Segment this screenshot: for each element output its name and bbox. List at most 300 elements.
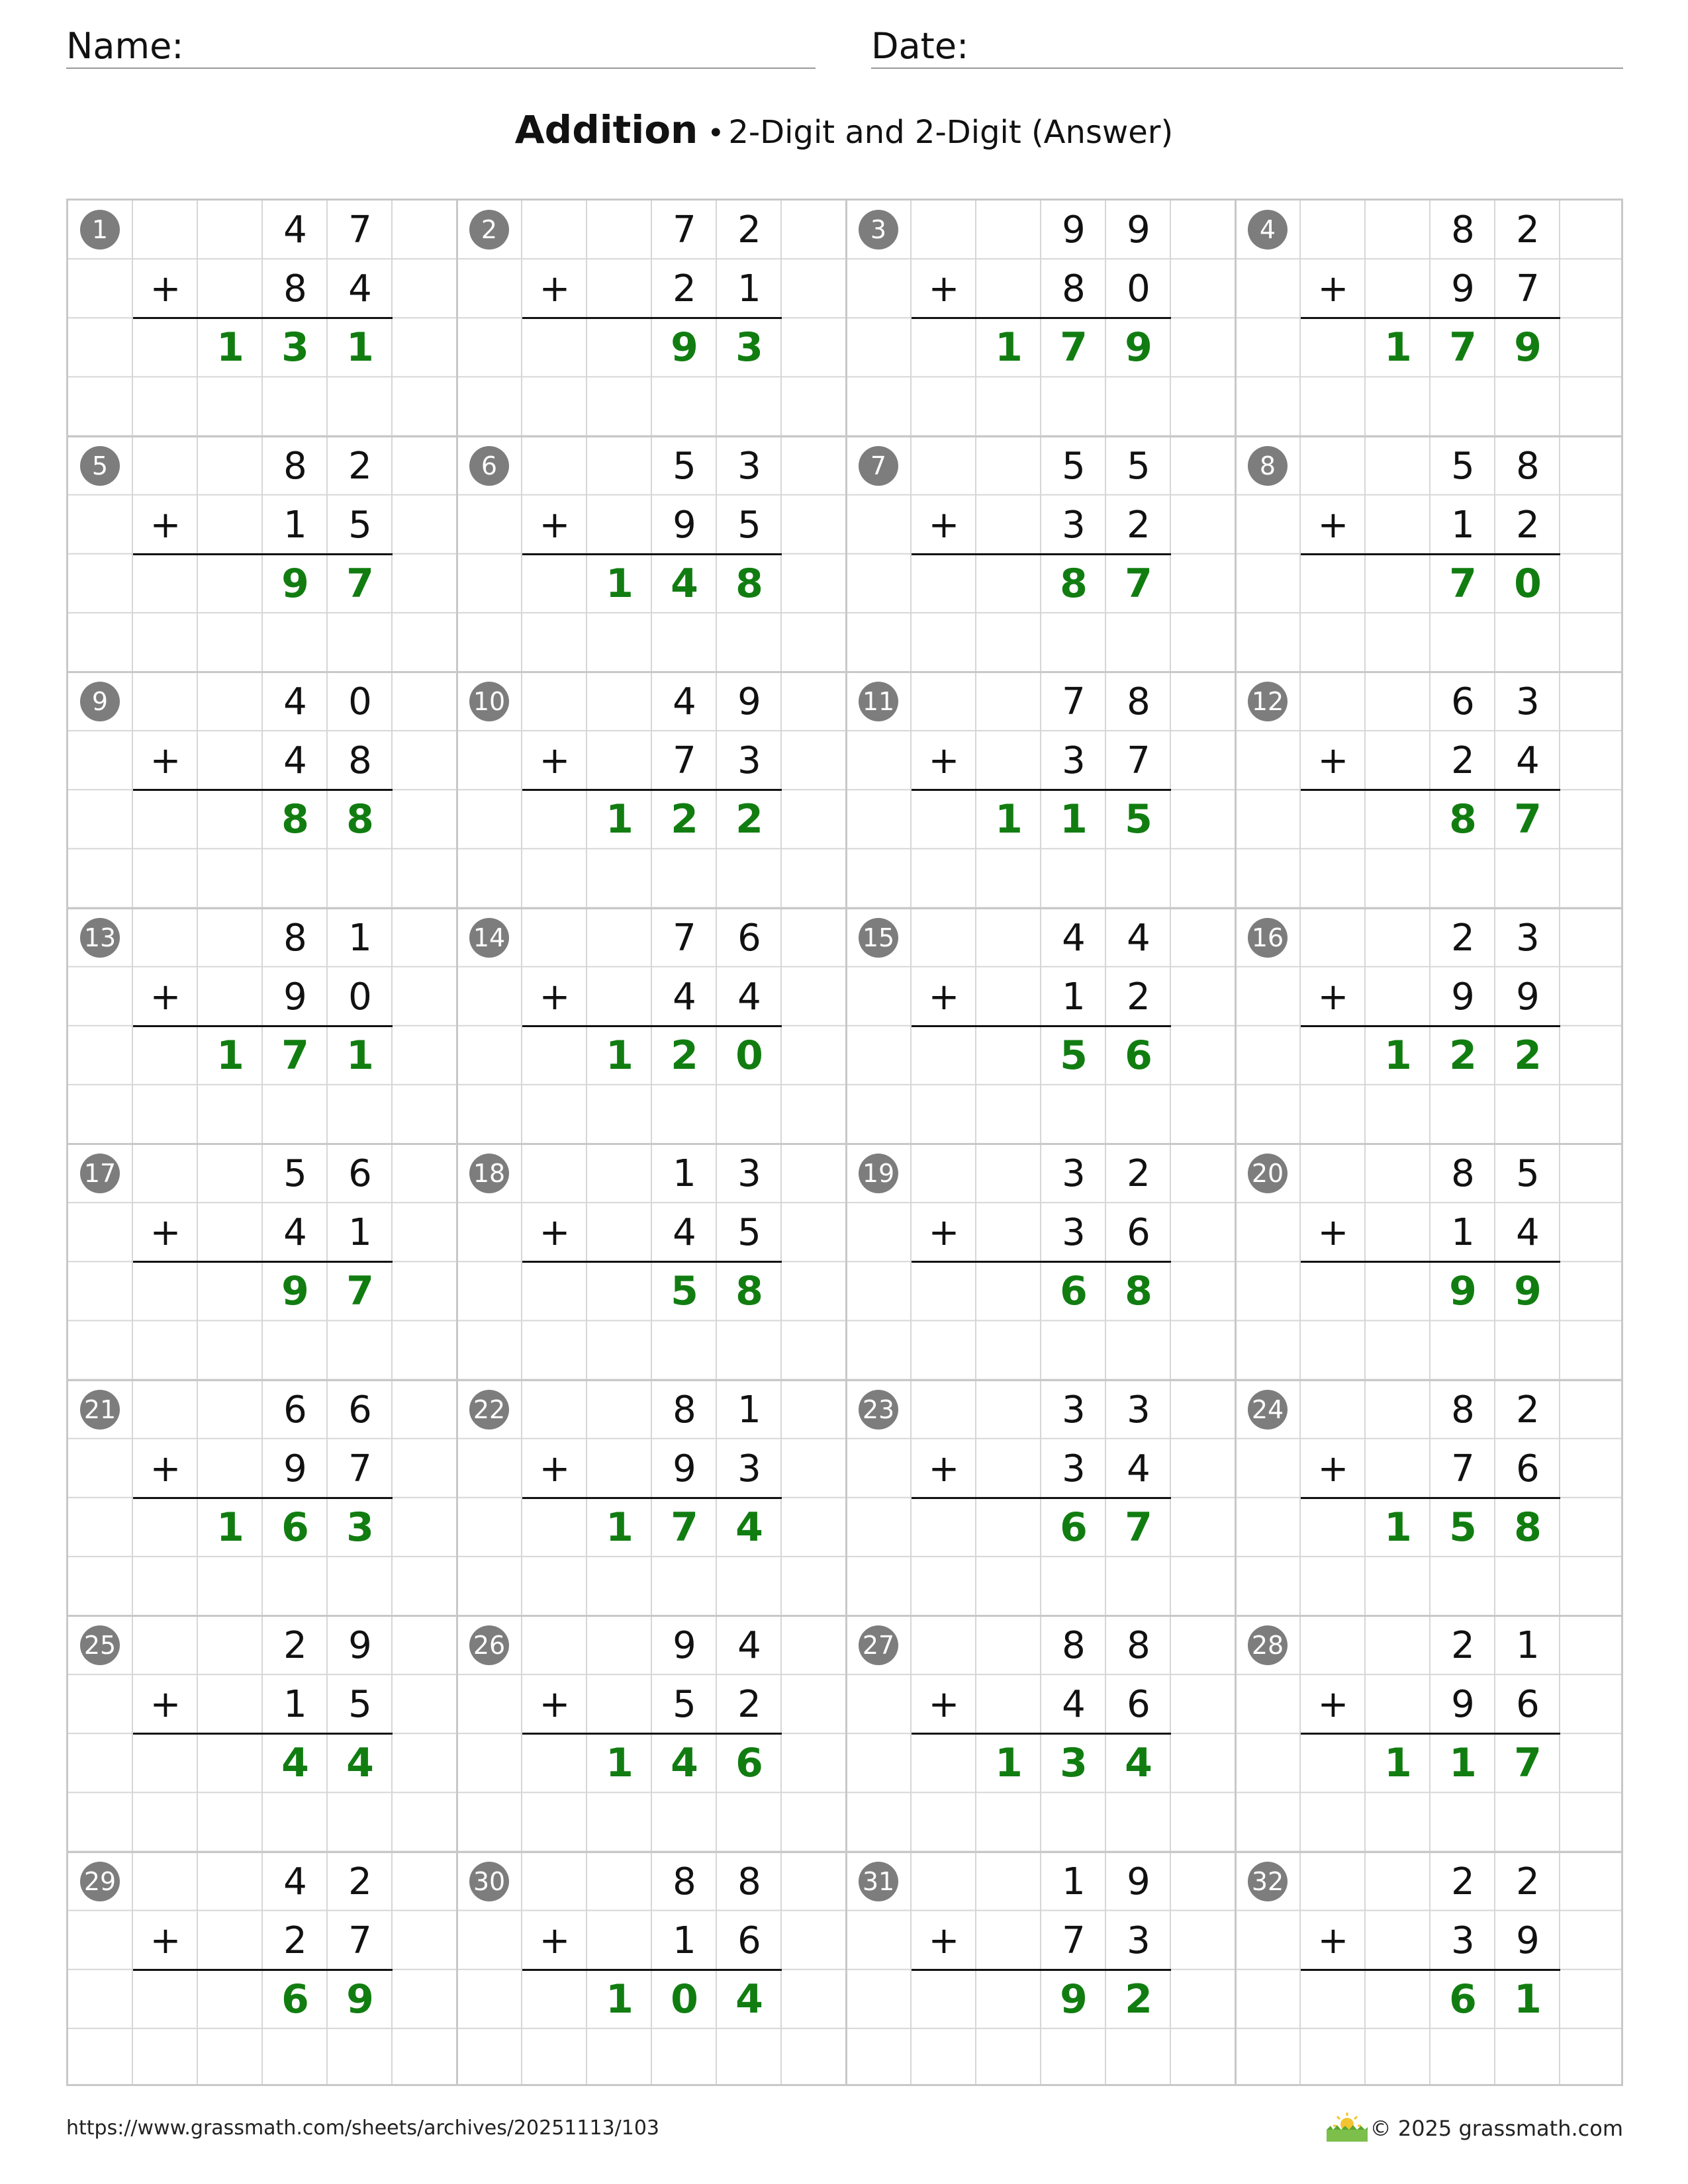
addend-1-digit: 2 xyxy=(283,1624,307,1667)
addend-2-digit: 6 xyxy=(1516,1683,1540,1727)
addend-2-digit: 1 xyxy=(348,1211,372,1255)
addend-2-digit: 0 xyxy=(348,975,372,1019)
answer-digit: 1 xyxy=(606,1504,633,1551)
answer-digit: 5 xyxy=(1449,1504,1477,1551)
plus-sign: + xyxy=(539,503,571,547)
problem-5 xyxy=(68,437,457,673)
answer-digit: 6 xyxy=(281,1504,309,1551)
addend-2-digit: 6 xyxy=(1127,1683,1150,1727)
problem-number-badge: 10 xyxy=(469,682,509,721)
problem-grid xyxy=(66,199,1623,2086)
title-subtitle: 2-Digit and 2-Digit (Answer) xyxy=(728,114,1174,151)
addend-1-digit: 4 xyxy=(283,208,307,251)
addend-1-digit: 3 xyxy=(1062,1388,1086,1432)
addend-1-digit: 2 xyxy=(1127,1152,1150,1195)
addend-1-digit: 2 xyxy=(1516,1860,1540,1903)
problem-24 xyxy=(1236,1381,1625,1617)
addend-2-digit: 3 xyxy=(737,1447,761,1490)
answer-digit: 9 xyxy=(671,324,698,371)
plus-sign: + xyxy=(150,1447,181,1490)
addend-2-digit: 9 xyxy=(673,1447,696,1490)
answer-digit: 7 xyxy=(1514,796,1542,843)
addend-1-digit: 1 xyxy=(348,916,372,960)
plus-sign: + xyxy=(1317,503,1349,547)
addend-1-digit: 9 xyxy=(673,1624,696,1667)
addend-2-digit: 9 xyxy=(1451,267,1475,311)
addend-1-digit: 9 xyxy=(1127,208,1150,251)
addend-1-digit: 2 xyxy=(737,208,761,251)
plus-sign: + xyxy=(539,739,571,783)
answer-digit: 1 xyxy=(606,560,633,607)
answer-digit: 6 xyxy=(281,1976,309,2023)
addend-2-digit: 2 xyxy=(1127,975,1150,1019)
addend-1-digit: 2 xyxy=(348,1860,372,1903)
title-main: Addition xyxy=(514,107,698,152)
plus-sign: + xyxy=(928,1211,960,1255)
problem-18 xyxy=(457,1144,847,1381)
answer-digit: 4 xyxy=(671,1740,698,1787)
answer-digit: 1 xyxy=(995,324,1023,371)
problem-number-badge: 31 xyxy=(859,1862,898,1901)
answer-digit: 1 xyxy=(216,324,244,371)
footer-url: https://www.grassmath.com/sheets/archives/20251113/103 xyxy=(66,2116,660,2140)
problem-28 xyxy=(1236,1616,1625,1852)
plus-sign: + xyxy=(150,739,181,783)
problem-number-badge: 4 xyxy=(1248,210,1288,250)
addend-1-digit: 9 xyxy=(1062,208,1086,251)
problem-number-badge: 27 xyxy=(859,1625,898,1665)
problem-number-badge: 18 xyxy=(469,1154,509,1193)
addend-1-digit: 1 xyxy=(737,1388,761,1432)
answer-digit: 2 xyxy=(1514,1032,1542,1079)
answer-digit: 8 xyxy=(735,560,763,607)
addend-2-digit: 4 xyxy=(1127,1447,1150,1490)
answer-digit: 8 xyxy=(281,796,309,843)
addend-2-digit: 7 xyxy=(1516,267,1540,311)
problem-11 xyxy=(847,672,1236,909)
problem-number-badge: 11 xyxy=(859,682,898,721)
plus-sign: + xyxy=(539,975,571,1019)
answer-digit: 1 xyxy=(995,796,1023,843)
plus-sign: + xyxy=(1317,267,1349,311)
plus-sign: + xyxy=(928,267,960,311)
addend-2-digit: 5 xyxy=(348,503,372,547)
addend-1-digit: 5 xyxy=(673,444,696,488)
plus-sign: + xyxy=(928,739,960,783)
addend-1-digit: 7 xyxy=(673,916,696,960)
answer-digit: 6 xyxy=(1060,1504,1088,1551)
plus-sign: + xyxy=(928,1683,960,1727)
addend-2-digit: 3 xyxy=(1062,503,1086,547)
problem-number-badge: 21 xyxy=(80,1390,120,1430)
addend-1-digit: 5 xyxy=(283,1152,307,1195)
addend-2-digit: 9 xyxy=(1451,975,1475,1019)
addend-1-digit: 8 xyxy=(1062,1624,1086,1667)
problem-19 xyxy=(847,1144,1236,1381)
addend-1-digit: 1 xyxy=(673,1152,696,1195)
answer-digit: 0 xyxy=(1514,560,1542,607)
answer-digit: 6 xyxy=(1449,1976,1477,2023)
answer-digit: 2 xyxy=(1449,1032,1477,1079)
addend-2-digit: 4 xyxy=(1516,739,1540,783)
date-label: Date: xyxy=(871,25,969,67)
problem-number-badge: 6 xyxy=(469,446,509,486)
addend-1-digit: 2 xyxy=(1516,1388,1540,1432)
problem-number-badge: 19 xyxy=(859,1154,898,1193)
problem-30 xyxy=(457,1852,847,2089)
problem-25 xyxy=(68,1616,457,1852)
addend-2-digit: 5 xyxy=(673,1683,696,1727)
addend-1-digit: 3 xyxy=(1516,680,1540,723)
answer-digit: 9 xyxy=(1514,1268,1542,1315)
problem-number-badge: 3 xyxy=(859,210,898,250)
answer-digit: 1 xyxy=(1514,1976,1542,2023)
problem-1 xyxy=(68,201,457,437)
plus-sign: + xyxy=(1317,1447,1349,1490)
addend-2-digit: 5 xyxy=(737,503,761,547)
worksheet-title xyxy=(0,106,1688,158)
addend-1-digit: 4 xyxy=(283,1860,307,1903)
problem-10 xyxy=(457,672,847,909)
problem-3 xyxy=(847,201,1236,437)
addend-1-digit: 6 xyxy=(283,1388,307,1432)
addend-1-digit: 7 xyxy=(348,208,372,251)
plus-sign: + xyxy=(539,1447,571,1490)
addend-2-digit: 7 xyxy=(348,1447,372,1490)
addend-2-digit: 8 xyxy=(1062,267,1086,311)
addend-2-digit: 1 xyxy=(283,503,307,547)
addend-2-digit: 5 xyxy=(348,1683,372,1727)
addend-1-digit: 8 xyxy=(1127,680,1150,723)
answer-digit: 6 xyxy=(1125,1032,1152,1079)
addend-1-digit: 5 xyxy=(1516,1152,1540,1195)
answer-digit: 1 xyxy=(1384,1740,1412,1787)
problem-7 xyxy=(847,437,1236,673)
answer-digit: 7 xyxy=(346,560,374,607)
answer-digit: 1 xyxy=(346,324,374,371)
problem-23 xyxy=(847,1381,1236,1617)
answer-digit: 6 xyxy=(1060,1268,1088,1315)
problem-number-badge: 25 xyxy=(80,1625,120,1665)
addend-1-digit: 5 xyxy=(1451,444,1475,488)
problem-22 xyxy=(457,1381,847,1617)
problem-16 xyxy=(1236,909,1625,1145)
problem-9 xyxy=(68,672,457,909)
addend-2-digit: 7 xyxy=(348,1919,372,1962)
problem-12 xyxy=(1236,672,1625,909)
answer-digit: 4 xyxy=(281,1740,309,1787)
problem-31 xyxy=(847,1852,1236,2089)
answer-digit: 6 xyxy=(735,1740,763,1787)
addend-2-digit: 1 xyxy=(1062,975,1086,1019)
addend-2-digit: 7 xyxy=(673,739,696,783)
addend-2-digit: 5 xyxy=(737,1211,761,1255)
addend-1-digit: 8 xyxy=(1451,1152,1475,1195)
addend-1-digit: 9 xyxy=(348,1624,372,1667)
addend-2-digit: 2 xyxy=(1127,503,1150,547)
answer-digit: 7 xyxy=(1060,324,1088,371)
addend-2-digit: 9 xyxy=(673,503,696,547)
addend-2-digit: 9 xyxy=(1451,1683,1475,1727)
addend-2-digit: 2 xyxy=(737,1683,761,1727)
addend-2-digit: 1 xyxy=(737,267,761,311)
addend-2-digit: 9 xyxy=(1516,975,1540,1019)
problem-number-badge: 26 xyxy=(469,1625,509,1665)
addend-2-digit: 3 xyxy=(1451,1919,1475,1962)
addend-2-digit: 4 xyxy=(283,739,307,783)
problem-4 xyxy=(1236,201,1625,437)
addend-2-digit: 6 xyxy=(1516,1447,1540,1490)
addend-1-digit: 8 xyxy=(283,916,307,960)
plus-sign: + xyxy=(150,975,181,1019)
problem-number-badge: 12 xyxy=(1248,682,1288,721)
answer-digit: 1 xyxy=(216,1504,244,1551)
addend-2-digit: 1 xyxy=(673,1919,696,1962)
answer-digit: 9 xyxy=(281,1268,309,1315)
addend-1-digit: 7 xyxy=(1062,680,1086,723)
addend-2-digit: 8 xyxy=(283,267,307,311)
addend-2-digit: 3 xyxy=(737,739,761,783)
addend-2-digit: 7 xyxy=(1127,739,1150,783)
problem-number-badge: 9 xyxy=(80,682,120,721)
addend-2-digit: 4 xyxy=(1062,1683,1086,1727)
addend-1-digit: 2 xyxy=(1451,916,1475,960)
answer-digit: 3 xyxy=(1060,1740,1088,1787)
addend-1-digit: 8 xyxy=(737,1860,761,1903)
addend-1-digit: 8 xyxy=(673,1860,696,1903)
plus-sign: + xyxy=(1317,975,1349,1019)
problem-13 xyxy=(68,909,457,1145)
answer-digit: 7 xyxy=(1449,324,1477,371)
answer-digit: 8 xyxy=(1514,1504,1542,1551)
problem-number-badge: 16 xyxy=(1248,918,1288,958)
plus-sign: + xyxy=(150,1211,181,1255)
answer-digit: 5 xyxy=(1060,1032,1088,1079)
problem-number-badge: 14 xyxy=(469,918,509,958)
addend-1-digit: 5 xyxy=(1127,444,1150,488)
problem-number-badge: 2 xyxy=(469,210,509,250)
addend-2-digit: 4 xyxy=(673,975,696,1019)
addend-1-digit: 2 xyxy=(1516,208,1540,251)
answer-digit: 2 xyxy=(671,796,698,843)
addend-1-digit: 7 xyxy=(673,208,696,251)
problem-number-badge: 1 xyxy=(80,210,120,250)
addend-2-digit: 7 xyxy=(1451,1447,1475,1490)
answer-digit: 1 xyxy=(1449,1740,1477,1787)
footer-copyright: © 2025 grassmath.com xyxy=(1370,2116,1623,2141)
answer-digit: 7 xyxy=(281,1032,309,1079)
answer-digit: 1 xyxy=(606,796,633,843)
plus-sign: + xyxy=(928,975,960,1019)
problem-15 xyxy=(847,909,1236,1145)
addend-1-digit: 8 xyxy=(1451,1388,1475,1432)
answer-digit: 4 xyxy=(735,1976,763,2023)
answer-digit: 3 xyxy=(735,324,763,371)
problem-number-badge: 29 xyxy=(80,1862,120,1901)
plus-sign: + xyxy=(1317,1211,1349,1255)
answer-digit: 5 xyxy=(1125,796,1152,843)
problem-17 xyxy=(68,1144,457,1381)
problem-number-badge: 5 xyxy=(80,446,120,486)
addend-1-digit: 2 xyxy=(348,444,372,488)
plus-sign: + xyxy=(539,1919,571,1962)
problem-29 xyxy=(68,1852,457,2089)
addend-1-digit: 2 xyxy=(1451,1860,1475,1903)
answer-digit: 9 xyxy=(281,560,309,607)
answer-digit: 4 xyxy=(671,560,698,607)
addend-2-digit: 4 xyxy=(348,267,372,311)
addend-2-digit: 8 xyxy=(348,739,372,783)
addend-2-digit: 3 xyxy=(1062,1447,1086,1490)
plus-sign: + xyxy=(150,503,181,547)
addend-2-digit: 6 xyxy=(737,1919,761,1962)
problem-number-badge: 13 xyxy=(80,918,120,958)
addend-2-digit: 9 xyxy=(283,975,307,1019)
problem-number-badge: 24 xyxy=(1248,1390,1288,1430)
answer-digit: 1 xyxy=(1384,324,1412,371)
addend-1-digit: 4 xyxy=(673,680,696,723)
answer-digit: 4 xyxy=(346,1740,374,1787)
plus-sign: + xyxy=(539,267,571,311)
problem-number-badge: 17 xyxy=(80,1154,120,1193)
answer-digit: 2 xyxy=(1125,1976,1152,2023)
addend-2-digit: 4 xyxy=(737,975,761,1019)
addend-1-digit: 3 xyxy=(737,444,761,488)
addend-1-digit: 3 xyxy=(1516,916,1540,960)
answer-digit: 8 xyxy=(735,1268,763,1315)
plus-sign: + xyxy=(150,1919,181,1962)
problem-number-badge: 32 xyxy=(1248,1862,1288,1901)
addend-2-digit: 0 xyxy=(1127,267,1150,311)
answer-digit: 9 xyxy=(1060,1976,1088,2023)
answer-digit: 9 xyxy=(346,1976,374,2023)
answer-digit: 1 xyxy=(346,1032,374,1079)
addend-2-digit: 2 xyxy=(283,1919,307,1962)
answer-digit: 7 xyxy=(1125,1504,1152,1551)
addend-2-digit: 6 xyxy=(1127,1211,1150,1255)
answer-digit: 7 xyxy=(671,1504,698,1551)
addend-2-digit: 4 xyxy=(673,1211,696,1255)
answer-digit: 8 xyxy=(346,796,374,843)
answer-digit: 1 xyxy=(216,1032,244,1079)
answer-digit: 7 xyxy=(1449,560,1477,607)
answer-digit: 9 xyxy=(1125,324,1152,371)
answer-digit: 3 xyxy=(281,324,309,371)
addend-2-digit: 4 xyxy=(283,1211,307,1255)
answer-digit: 1 xyxy=(606,1976,633,2023)
addend-2-digit: 2 xyxy=(1516,503,1540,547)
answer-digit: 0 xyxy=(671,1976,698,2023)
addend-1-digit: 8 xyxy=(1451,208,1475,251)
answer-digit: 8 xyxy=(1449,796,1477,843)
addend-2-digit: 1 xyxy=(1451,503,1475,547)
addend-1-digit: 1 xyxy=(1516,1624,1540,1667)
addend-2-digit: 1 xyxy=(283,1683,307,1727)
answer-digit: 7 xyxy=(1125,560,1152,607)
answer-digit: 8 xyxy=(1125,1268,1152,1315)
addend-1-digit: 9 xyxy=(737,680,761,723)
plus-sign: + xyxy=(150,1683,181,1727)
answer-digit: 1 xyxy=(606,1740,633,1787)
plus-sign: + xyxy=(1317,1919,1349,1962)
answer-digit: 2 xyxy=(671,1032,698,1079)
plus-sign: + xyxy=(928,1919,960,1962)
plus-sign: + xyxy=(539,1683,571,1727)
answer-digit: 1 xyxy=(1384,1032,1412,1079)
problem-number-badge: 20 xyxy=(1248,1154,1288,1193)
addend-1-digit: 6 xyxy=(737,916,761,960)
answer-digit: 1 xyxy=(606,1032,633,1079)
answer-digit: 1 xyxy=(1384,1504,1412,1551)
addend-1-digit: 8 xyxy=(1127,1624,1150,1667)
addend-1-digit: 5 xyxy=(1062,444,1086,488)
answer-digit: 2 xyxy=(735,796,763,843)
addend-1-digit: 3 xyxy=(737,1152,761,1195)
answer-digit: 4 xyxy=(735,1504,763,1551)
name-label: Name: xyxy=(66,25,184,67)
title-separator: • xyxy=(707,116,725,150)
addend-1-digit: 6 xyxy=(348,1388,372,1432)
addend-1-digit: 3 xyxy=(1062,1152,1086,1195)
addend-1-digit: 4 xyxy=(737,1624,761,1667)
addend-2-digit: 4 xyxy=(1516,1211,1540,1255)
addend-1-digit: 4 xyxy=(1127,916,1150,960)
problem-number-badge: 23 xyxy=(859,1390,898,1430)
addend-1-digit: 2 xyxy=(1451,1624,1475,1667)
answer-digit: 1 xyxy=(1060,796,1088,843)
problem-number-badge: 22 xyxy=(469,1390,509,1430)
problem-27 xyxy=(847,1616,1236,1852)
answer-digit: 3 xyxy=(346,1504,374,1551)
plus-sign: + xyxy=(1317,1683,1349,1727)
addend-2-digit: 3 xyxy=(1062,1211,1086,1255)
problem-6 xyxy=(457,437,847,673)
addend-2-digit: 3 xyxy=(1062,739,1086,783)
addend-1-digit: 6 xyxy=(348,1152,372,1195)
addend-1-digit: 4 xyxy=(283,680,307,723)
problem-number-badge: 8 xyxy=(1248,446,1288,486)
addend-1-digit: 3 xyxy=(1127,1388,1150,1432)
answer-digit: 5 xyxy=(671,1268,698,1315)
date-line[interactable] xyxy=(871,68,1623,69)
addend-2-digit: 1 xyxy=(1451,1211,1475,1255)
plus-sign: + xyxy=(928,503,960,547)
problem-20 xyxy=(1236,1144,1625,1381)
answer-digit: 9 xyxy=(1449,1268,1477,1315)
plus-sign: + xyxy=(928,1447,960,1490)
answer-digit: 1 xyxy=(995,1740,1023,1787)
addend-1-digit: 4 xyxy=(1062,916,1086,960)
plus-sign: + xyxy=(1317,739,1349,783)
problem-32 xyxy=(1236,1852,1625,2089)
problem-number-badge: 30 xyxy=(469,1862,509,1901)
answer-digit: 8 xyxy=(1060,560,1088,607)
addend-1-digit: 9 xyxy=(1127,1860,1150,1903)
problem-number-badge: 7 xyxy=(859,446,898,486)
problem-2 xyxy=(457,201,847,437)
addend-1-digit: 1 xyxy=(1062,1860,1086,1903)
addend-1-digit: 0 xyxy=(348,680,372,723)
problem-8 xyxy=(1236,437,1625,673)
name-line[interactable] xyxy=(66,68,816,69)
problem-number-badge: 15 xyxy=(859,918,898,958)
answer-digit: 7 xyxy=(1514,1740,1542,1787)
addend-1-digit: 8 xyxy=(673,1388,696,1432)
problem-14 xyxy=(457,909,847,1145)
addend-1-digit: 8 xyxy=(283,444,307,488)
problem-26 xyxy=(457,1616,847,1852)
addend-2-digit: 7 xyxy=(1062,1919,1086,1962)
